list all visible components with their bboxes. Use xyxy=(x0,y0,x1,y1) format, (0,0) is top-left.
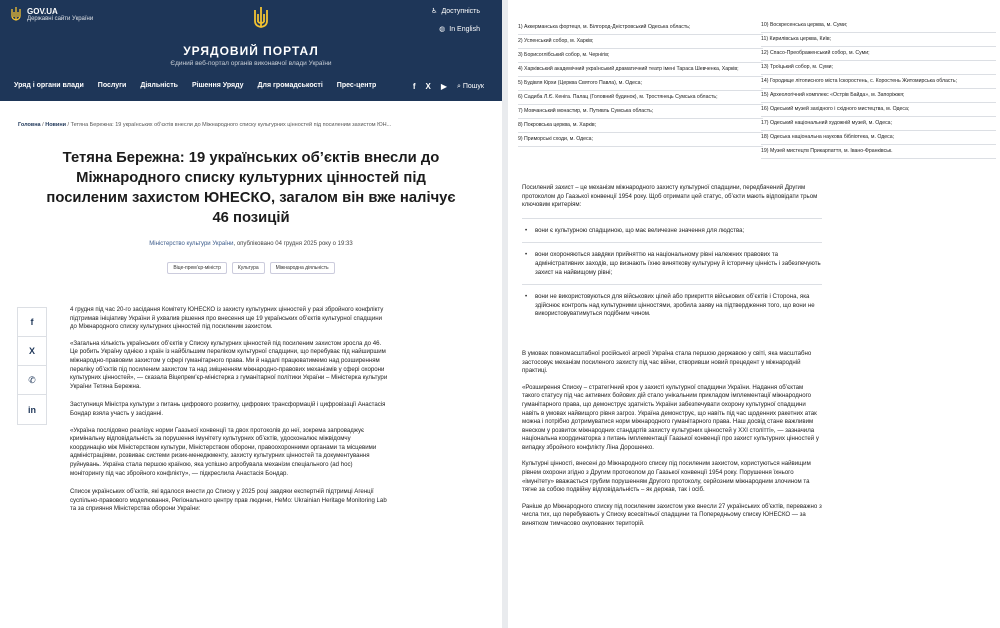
article-body xyxy=(70,306,388,522)
paragraph: Культурні цінності, внесені до Міжнародного списку під посиленим захистом, користуються найвищим рівнем охорони згідно з Другим протоколом до Гаазької конвенції 1954 року. Порушення їхнього «імунітету» вважається грубим порушенням Другого протоколу, серйозним міжнародним злочином та тягне за собою подвійну відповідальність – як держав, так і осіб. xyxy=(522,460,811,494)
paragraph: «Україна послідовно реалізує норми Гаазької конвенції та двох протоколів до неї, зокрема запроваджує кримінальну відповідальність за порушення імунітету культурних об’єктів, удосконалює міжвідомчу координацію між Міністерством культури, Міністерством оборони, правоохоронними органами та місцевими адміністраціями, розвиває системи ризик-менеджменту, захисту культурних цінностей та документування руйнувань. Україна стала першою країною, яка успішно апробувала механізм спеціального (ad hoc) моніторингу під час збройного конфлікту», — підкреслила Анастасія Бондар. xyxy=(70,426,377,477)
list-item: 18) Одеська національна наукова бібліотека, м. Одеса; xyxy=(761,131,996,145)
list-item: 2) Успенський собор, м. Харків; xyxy=(518,35,763,49)
list-item: 1) Аккерманська фортеця, м. Білгород-Дністровський Одеська область; xyxy=(518,21,763,35)
share-bar xyxy=(17,307,47,425)
language-switch[interactable]: ◍ In English xyxy=(439,25,480,33)
list-item: • вони є культурною спадщиною, що має величезне значення для людства; xyxy=(522,218,822,243)
accessibility-icon: ♿ xyxy=(431,8,438,15)
list-item: 15) Археологічний комплекс «Острів Байда», м. Запоріжжя; xyxy=(761,89,996,103)
tag-international[interactable]: Міжнародна діяльність xyxy=(270,262,335,274)
list-item: 10) Воскресенська церква, м. Суми; xyxy=(761,19,996,33)
list-item: 6) Садиба Л.Є. Кеніга. Палац (Головний будинок), м. Тростянець Сумська область; xyxy=(518,91,763,105)
youtube-icon[interactable]: ▶ xyxy=(440,82,448,91)
portal-subtitle: Єдиний веб-портал органів виконавчої влади України xyxy=(170,60,332,67)
nav-press[interactable]: Прес-центр xyxy=(336,82,377,89)
list-item: 16) Одеський музей західного і східного мистецтва, м. Одеса; xyxy=(761,103,996,117)
nav-public[interactable]: Для громадськості xyxy=(257,82,323,89)
share-x-icon[interactable]: X xyxy=(18,337,46,366)
share-whatsapp-icon[interactable]: ✆ xyxy=(18,366,46,395)
paragraph: 4 грудня під час 20-го засідання Комітету ЮНЕСКО із захисту культурних цінностей у разі збройного конфлікту підтримав ініціативу України й ухвалив рішення про внесення ще 19 українських об’єктів культурної спадщини до Міжнародного списку культурних цінностей під посиленим захистом. xyxy=(70,306,384,331)
search-icon: ⌕ xyxy=(457,82,461,90)
share-facebook-icon[interactable]: f xyxy=(18,308,46,337)
paragraph: Посилений захист – це механізм міжнародного захисту культурної спадщини, передбачений Другим протоколом до Гаазької конвенції 1954 року. Щоб отримати цей статус, об’єкти мають відповідати трьом ключовим критеріям: xyxy=(522,184,818,209)
site-header xyxy=(0,0,502,101)
nav-government[interactable]: Уряд і органи влади xyxy=(14,82,84,89)
article-byline xyxy=(0,241,502,247)
trident-icon xyxy=(10,6,22,22)
share-linkedin-icon[interactable]: in xyxy=(28,404,36,415)
coat-of-arms-icon[interactable] xyxy=(252,6,270,30)
gov-ua-logo[interactable] xyxy=(10,6,93,22)
breadcrumb: Головна / Новини / Тетяна Бережна: 19 українських об'єктів внесли до Міжнародного списку культурних цінностей під посиленим захистом ЮН... xyxy=(18,122,392,128)
objects-list-col-1 xyxy=(518,21,763,147)
list-item: 4) Харківський академічний український драматичний театр імені Тараса Шевченка, Харків; xyxy=(518,63,763,77)
gov-subtitle: Державні сайти України xyxy=(27,15,94,22)
nav-decisions[interactable]: Рішення Уряду xyxy=(191,82,244,89)
x-icon[interactable]: X xyxy=(425,82,431,91)
paragraph: «Розширення Списку – стратегічний крок у захисті культурної спадщини України. Надання об’єктам такого статусу під час активних бойових дій стало унікальним прикладом імплементації міжнародного гуманітарного права, що демонструє здатність України забезпечувати охорону культурної спадщини навіть в умовах найвищого рівня загроз. Україна демонструє, що навіть під час щоденних ракетних атак можна і потрібно дотримуватися норм міжнародного гуманітарного права. Наш досвід стане важливим внеском у розвиток міжнародних стандартів захисту культурних цінностей у XXI столітті», — зазначила національна координаторка з питань імплементації Гаазької конвенції про захист культурних цінностей у випадку збройного конфлікту Ліна Дорошенко. xyxy=(522,383,819,451)
header-social xyxy=(413,82,484,91)
accessibility-link[interactable]: ♿ Доступність xyxy=(431,7,480,15)
nav-services[interactable]: Послуги xyxy=(97,82,127,89)
tag-vice-pm[interactable]: Віце-прем’єр-міністр xyxy=(167,262,227,274)
objects-list-col-2 xyxy=(761,19,996,159)
search-button[interactable]: ⌕ Пошук xyxy=(457,82,484,90)
list-item: 11) Кирилівська церква, Київ; xyxy=(761,33,996,47)
breadcrumb-news[interactable]: Новини xyxy=(45,122,67,128)
facebook-icon[interactable]: f xyxy=(412,82,416,91)
article-body-continued xyxy=(522,184,822,537)
paragraph: «Загальна кількість українських об’єктів у Списку культурних цінностей під посиленим захистом зросла до 46. Це робить Україну однією з країн із найбільшим переліком культурної спадщини, що перебуває під найширшим міжнародно-правовим захистом у сфері гуманітарного права. Ми й надалі працюватимемо над розширенням переліку об’єктів під посиленим захистом та над зміцненням міжнародно-правових механізмів у сфері охорони культурних цінностей», — сказала Віцепрем’єр-міністерка з гуманітарної політики України – Міністерка культури України Тетяна Бережна. xyxy=(70,339,388,390)
list-item: 14) Городище літописного міста Іскоростень, с. Коростень Житомирська область; xyxy=(761,75,996,89)
article-pane-right xyxy=(508,0,1000,628)
paragraph: Раніше до Міжнародного списку під посиленим захистом уже внесли 27 українських об’єктів, переважно з числа тих, що перебувають у Списку всесвітньої спадщини та Попередньому списку ЮНЕСКО — за винятком тимчасово окупованих територій. xyxy=(522,502,822,528)
list-item: 17) Одеський національний художній музей, м. Одеса; xyxy=(761,117,996,131)
criteria-list xyxy=(522,218,822,326)
nav-activity[interactable]: Діяльність xyxy=(140,82,178,89)
paragraph: В умовах повномасштабної російської агресії Україна стала першою державою у світі, яка масштабно застосовує механізм посиленого захисту під час війни, створивши новий прецедент у міжнародній практиці. xyxy=(522,349,812,375)
page-title: Тетяна Бережна: 19 українських об’єктів внесли до Міжнародного списку культурних цінностей під посиленим захистом ЮНЕСКО, загалом він вже налічує 46 позицій xyxy=(46,150,456,226)
list-item: 12) Спасо-Преображенський собор, м. Суми; xyxy=(761,47,996,61)
gov-title: GOV.UA xyxy=(27,6,58,16)
list-item: 7) Мовчанський монастир, м. Путивль Сумська область; xyxy=(518,105,763,119)
author-org-link[interactable]: Міністерство культури України xyxy=(149,241,234,247)
tag-culture[interactable]: Культура xyxy=(232,262,265,274)
list-item: • вони охороняються завдяки прийняттю на національному рівні належних правових та адміністративних заходів, що визнають їхню виняткову культурну й історичну цінність і забезпечують захист на найвищому рівні; xyxy=(522,242,822,284)
publish-date: , опубліковано 04 грудня 2025 року о 19:33 xyxy=(233,241,353,247)
globe-icon: ◍ xyxy=(439,26,446,33)
list-item: • вони не використовуються для військових цілей або прикриття військових об’єктів і Сторона, яка здійснює контроль над культурними цінностями, зробила заяву на підтвердження того, що вони не використовуватимуться подібним чином. xyxy=(522,284,822,326)
breadcrumb-home[interactable]: Головна xyxy=(18,122,41,128)
paragraph: Список українських об’єктів, які вдалося внести до Списку у 2025 році завдяки експертній підтримці Агенції суспільно-правового моделювання, Регіонального центру прав людини, HeMo: Ukrainian Heritage Monitoring Lab та за сприяння Міністерства оборони України: xyxy=(70,488,387,513)
list-item: 5) Будівля Кірхи (Церква Святого Павла), м. Одеса; xyxy=(518,77,763,91)
breadcrumb-current: Тетяна Бережна: 19 українських об'єктів внесли до Міжнародного списку культурних цінностей під посиленим захистом ЮН... xyxy=(70,122,392,128)
list-item: 13) Троїцький собор, м. Суми; xyxy=(761,61,996,75)
list-item: 9) Приморські сходи, м. Одеса; xyxy=(518,133,763,147)
list-item: 8) Покровська церква, м. Харків; xyxy=(518,119,763,133)
list-item: 19) Музей мистецтв Прикарпаття, м. Івано-Франківськ. xyxy=(761,145,996,159)
main-nav xyxy=(14,82,376,89)
list-item: 3) Борисоглібський собор, м. Чернігів; xyxy=(518,49,763,63)
portal-title[interactable]: УРЯДОВИЙ ПОРТАЛ xyxy=(183,44,319,58)
tag-list xyxy=(0,262,502,274)
paragraph: Заступниця Міністра культури з питань цифрового розвитку, цифрових трансформацій і цифровізації Анастасія Бондар взяла участь у засіданні. xyxy=(70,401,386,417)
